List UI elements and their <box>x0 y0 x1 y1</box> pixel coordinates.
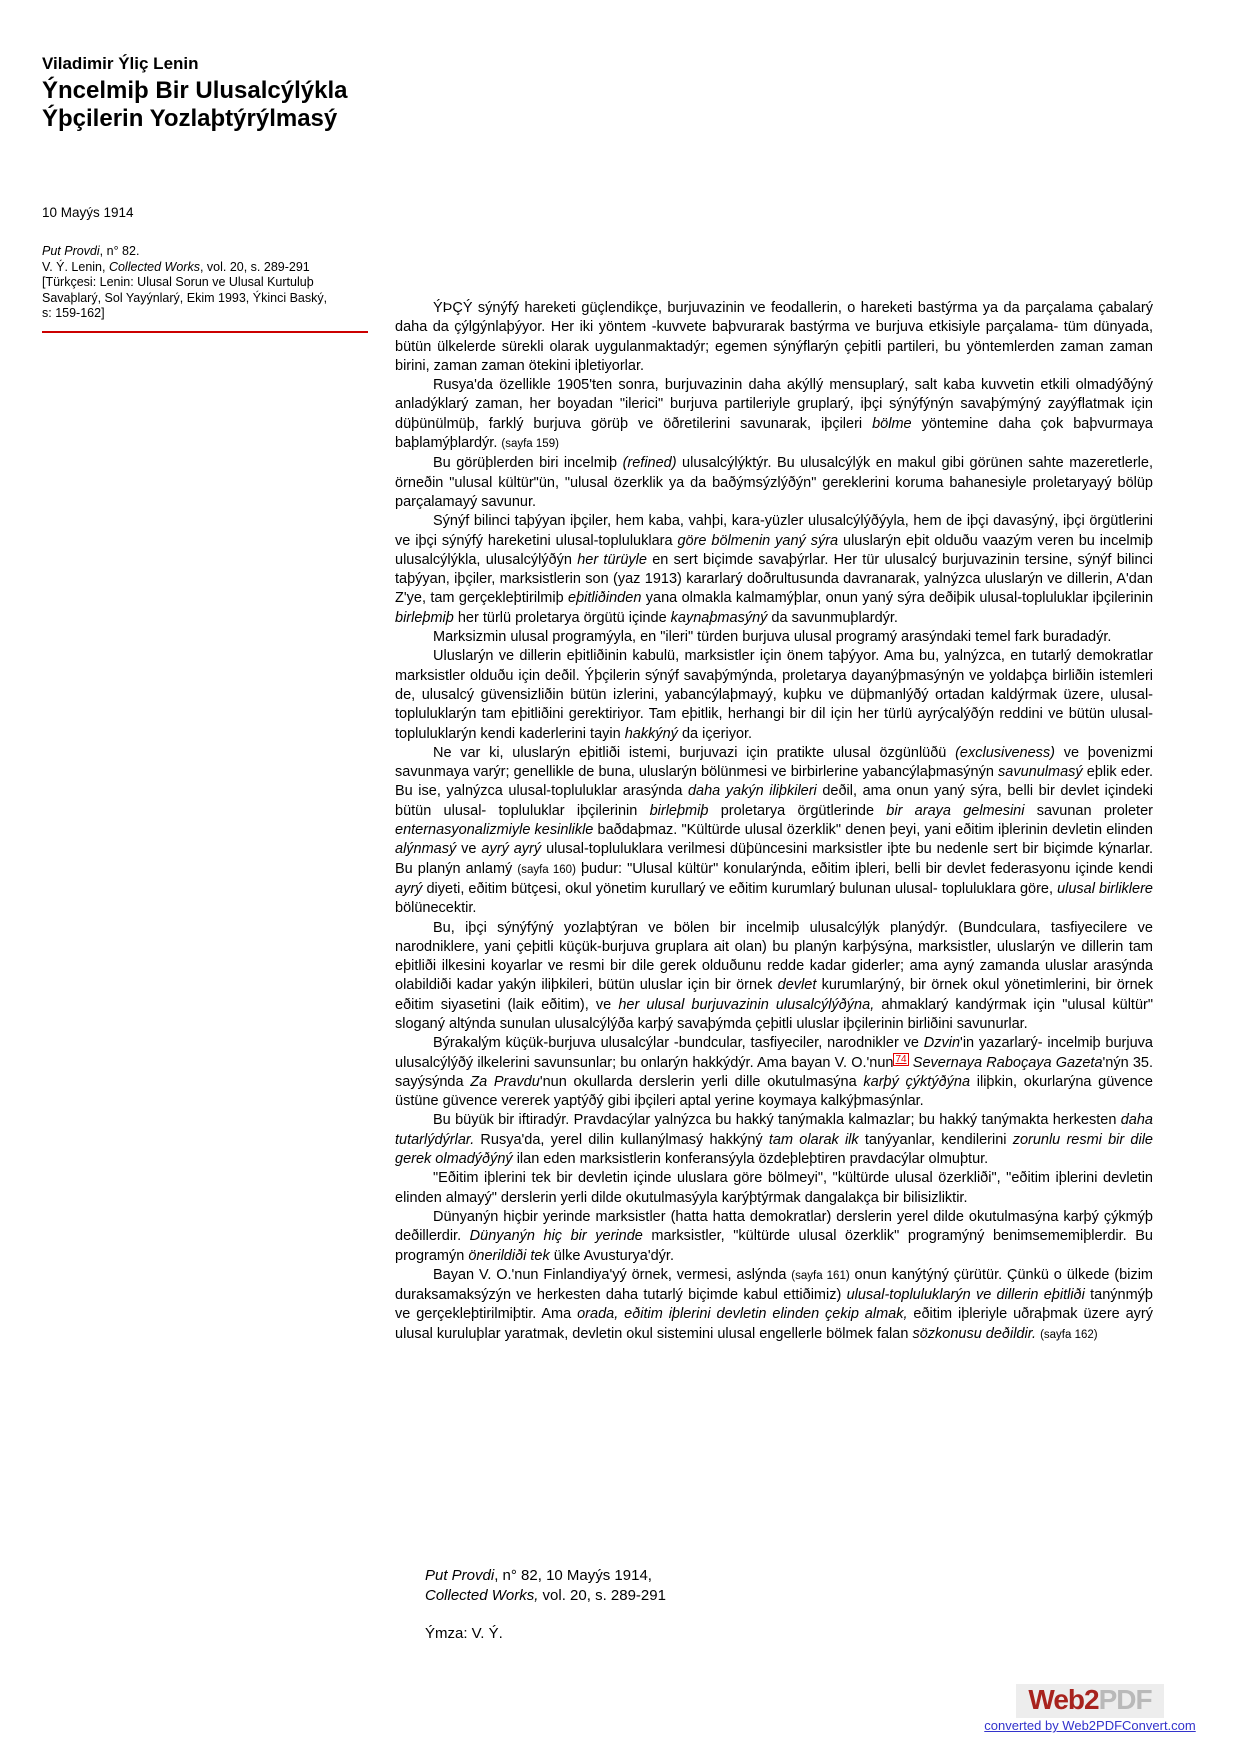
text-run: da içeriyor. <box>677 725 753 742</box>
page-ref: (sayfa 159) <box>501 438 559 451</box>
page-ref: (sayfa 162) <box>1040 1328 1098 1341</box>
signature-line: Ýmza: V. Ý. <box>425 1625 503 1642</box>
article-body <box>395 299 1153 1345</box>
text-run: Ne var ki, uluslarýn eþitliði istemi, burjuvazi için pratikte ulusal özgünlüðü <box>433 744 956 761</box>
text-run: yana olmakla kalmamýþlar, onun yaný sýra deðiþik ulusal-topluluklar iþçilerinin <box>641 590 1154 607</box>
text-run: tanýnmýþ ve gerçekleþtirilmiþtir. Ama <box>395 1287 1153 1323</box>
document-header <box>42 54 347 133</box>
text-run: yöntemine daha çok baþvurmaya baþlamýþlardýr. <box>395 415 1153 452</box>
italic-run: savunulmasý <box>998 764 1083 781</box>
italic-run: Dünyanýn hiç bir yerinde <box>469 1228 643 1245</box>
paragraph <box>395 744 1153 919</box>
text-run: da savunmuþlardýr. <box>767 609 898 626</box>
text-run: ulusal-topluluklara verilmesi düþüncesini marksistler iþte bu nedenle sert bir biçimde kýnarlar. Bu planýn anlamý <box>395 841 1154 877</box>
footer-citation-lines <box>425 1566 666 1605</box>
text-run: 'nun okullarda derslerin yerli dille okutulmasýna <box>539 1073 864 1090</box>
text-run: ahmaklarý kandýrmak için "ulusal kültür" sloganý altýnda sunulan ulusalcýlýða karþý savaþýmda çeþitli uluslar iþçilerinin birliðini savunurlar. <box>395 996 1153 1032</box>
italic-run: hakkýný <box>624 725 678 742</box>
text-run: savunan proleter <box>1024 802 1153 819</box>
italic-run: enternasyonalizmiyle kesinlikle <box>395 822 594 839</box>
text-run: Uluslarýn ve dillerin eþitliðinin kabulü, marksistler için önem taþýyor. Ama bu, yalnýzca, en tutarlý demokratlar marksistler olduðu için deðil. Ýþçilerin sýnýf savaþýmýnda, proletarya dayanýþmasýnýn ve yoldaþça birliðin istemleri de, ulusalcý güvensizliðin bütün izlerini, yabancýlaþmayý, kuþku ve düþmanlýðý ortadan kaldýrmak üzere, ulusal-topluluklarýn tam eþitliðini gerektiriyor. Tam eþitlik, herhangi bir dil için her türlü ayrýcalýðýn reddini ve bütün ulusal-topluluklarýn kendi kaderlerini tayin <box>395 648 1153 742</box>
page-ref: (sayfa 161) <box>791 1269 850 1282</box>
text-run: Bu, iþçi sýnýfýný yozlaþtýran ve bölen bir incelmiþ ulusalcýlýk planýdýr. (Bundculara, tasfiyecilere ve narodniklere, yani çeþitli küçük-burjuva gruplara ait olan) bu planýn karþýsýna, marksistler, uluslarýn ve dillerin tam eþitliði ilkesini koyarlar ve resmi bir dile gerek olduðunu redde kadar giderler; ama ayný zamanda uluslar arasýnda olabildiði kadar yakýn iliþkileri, bütün uluslar için bir örnek <box>395 919 1153 994</box>
text-run: eþlik eder. Bu ise, yalnýzca ulusal-topluluklar arasýnda <box>395 764 1153 800</box>
page-ref: (sayfa 160) <box>517 863 576 876</box>
text-run: vol. 20, s. 289-291 <box>538 1586 666 1604</box>
paragraph <box>395 628 1153 647</box>
italic-run: bölme <box>872 415 912 432</box>
italic-run: eþitliðinden <box>568 590 642 607</box>
footer-line <box>425 1586 666 1606</box>
italic-run: birleþmiþ <box>649 802 709 819</box>
italic-run: tam olarak ilk <box>768 1131 859 1148</box>
text-run: onun kanýtýný çürütür. Çünkü o ülkede (bizim duraksamaksýzýn ve herkesten daha tutarlý biçimde kabul ettiðimiz) <box>395 1266 1153 1304</box>
text-run: Dünyanýn hiçbir yerinde marksistler (hatta hatta demokratlar) derslerin yerel dilde okutulmasýna karþý çýkmýþ deðillerdir. <box>395 1208 1153 1245</box>
italic-run: Collected Works <box>108 259 200 274</box>
text-run: 'nýn 35. sayýsýnda <box>395 1054 1153 1090</box>
text-run: Rusya'da, yerel dilin kullanýlmasý hakkýný <box>474 1131 769 1148</box>
italic-run: ayrý <box>395 880 423 897</box>
footer-line <box>425 1566 666 1586</box>
text-run: eðitim iþleriyle uðraþmak üzere ayrý ulusal kuruluþlar yaratmak, devletin okul sistemini ulusal engellerle bölmek falan <box>395 1306 1154 1342</box>
paragraph <box>395 1208 1153 1266</box>
paragraph <box>395 647 1153 743</box>
text-run: proletarya örgütlerinde <box>708 802 887 819</box>
web2pdf-logo-web2: Web2 <box>1028 1684 1099 1715</box>
italic-run: bir araya gelmesini <box>886 802 1025 819</box>
text-run: þudur: "Ulusal kültür" konularýnda, eðitim iþleri, belli bir devlet federasyonu içinde kendi <box>575 860 1153 877</box>
italic-run: ulusal birliklere <box>1057 880 1153 897</box>
web2pdf-logo-pdf: PDF <box>1098 1684 1152 1715</box>
text-run: marksistler, "kültürde ulusal özerklik" programýný benimsememiþlerdir. Bu programýn <box>395 1228 1154 1264</box>
italic-run: Za Pravdu <box>470 1073 540 1090</box>
document-title-line-2: Ýþçilerin Yozlaþtýrýlmasý <box>42 105 338 132</box>
italic-run: Severnaya Raboçaya Gazeta <box>912 1054 1103 1071</box>
paragraph <box>395 454 1153 512</box>
text-run: ÝÞÇÝ sýnýfý hareketi güçlendikçe, burjuvazinin ve feodallerin, o hareketi bastýrma ya da parçalama çabalarý daha da çýlgýnlaþýyor. Her iki yöntem -kuvvete baþvurarak bastýrma ve burjuva etkisiyle parçalama- tüm dünyada, bütün ülkelerde sürekli olarak uygulanmaktadýr; egemen sýnýflarýn çeþitli partileri, bu yöntemlerden zaman zaman birini, zaman zaman ötekini iþletiyorlar. <box>395 300 1153 374</box>
source-citation-block <box>42 205 368 333</box>
text-run: Bayan V. O.'nun Finlandiya'yý örnek, vermesi, aslýnda <box>433 1266 792 1283</box>
italic-run: karþý çýktýðýna <box>863 1073 971 1090</box>
paragraph <box>395 1169 1153 1208</box>
text-run: bölünecektir. <box>395 900 477 917</box>
italic-run: her türüyle <box>577 551 647 568</box>
italic-run: daha tutarlýdýrlar. <box>395 1112 1153 1148</box>
italic-run: kaynaþmasýný <box>670 609 768 626</box>
text-run: Bu büyük bir iftiradýr. Pravdacýlar yalnýzca bu hakký tanýmakla kalmazlar; bu hakký tanýmakta herkesten <box>433 1112 1121 1129</box>
italic-run: zorunlu resmi bir dile gerek olmadýðýný <box>395 1131 1153 1168</box>
italic-run: daha yakýn iliþkileri <box>687 783 817 800</box>
italic-run: her ulusal burjuvazinin ulusalcýlýðýna, <box>618 996 875 1013</box>
italic-run: Dzvin <box>923 1035 961 1052</box>
red-divider-line <box>42 331 368 333</box>
text-run: Býrakalým küçük-burjuva ulusalcýlar -bundcular, tasfiyeciler, narodnikler ve <box>433 1035 924 1052</box>
italic-run: (exclusiveness) <box>955 744 1055 761</box>
source-line <box>42 291 368 307</box>
text-run: Bu görüþlerden biri incelmiþ <box>433 455 623 472</box>
date-line: 10 Mayýs 1914 <box>42 205 134 220</box>
italic-run: ulusal-topluluklarýn ve dillerin eþitliði <box>846 1287 1085 1304</box>
italic-run: alýnmasý <box>395 841 457 858</box>
document-title-line-1: Ýncelmiþ Bir Ulusalcýlýkla <box>42 77 348 104</box>
paragraph <box>395 1111 1153 1169</box>
italic-run: (refined) <box>622 455 677 472</box>
web2pdf-logo[interactable] <box>1016 1684 1163 1718</box>
text-run: uluslarýn eþit olduðu vaazým veren bu incelmiþ ulusalcýlýkla, ulusalcýlýðýn <box>395 532 1153 568</box>
italic-run: Collected Works, <box>425 1586 539 1604</box>
text-run: Sýnýf bilinci taþýyan iþçiler, hem kaba, vahþi, kara-yüzler ulusalcýlýðýyla, hem de iþçi davasýný, iþçi örgütlerini ve iþçi sýnýfý hareketini ulusal-topluluklara <box>395 513 1153 549</box>
text-run: [Türkçesi: Lenin: Ulusal Sorun ve Ulusal Kurtuluþ <box>42 275 314 289</box>
paragraph <box>395 1266 1153 1345</box>
text-run: ulusalcýlýktýr. Bu ulusalcýlýk en makul gibi görünen sahte mazeretlerle, örneðin "ulusal kültür"ün, "ulusal özerklik ya da baðýmsýzlýðýn" gereklerini koruma bahanesiyle proletaryayý bölüp parçalamayý savunur. <box>395 455 1153 510</box>
source-lines <box>42 244 368 322</box>
source-line <box>42 260 368 276</box>
italic-run: birleþmiþ <box>395 609 454 626</box>
author-name: Viladimir Ýliç Lenin <box>42 54 199 73</box>
text-run: ilan eden marksistlerin konferansýyla özdeþleþtiren pravdacýlar olmuþtur. <box>512 1151 989 1168</box>
text-run: ve <box>456 841 482 858</box>
text-run: Rusya'da özellikle 1905'ten sonra, burjuvazinin daha akýllý mensuplarý, salt kaba kuvvetin etkili olmadýðýný anladýklarý zaman, her boyadan "ilerici" burjuva partileriyle gruplarý, iþçi sýnýfýnýn savaþýmýný zayýflatmak için düþünülmüþ, farklý burjuva görüþ ve öðretilerini savunarak, iþçileri <box>395 377 1153 432</box>
text-run: en sert biçimde savaþýrlar. Her tür ulusalcý burjuvazinin tersine, sýnýf bilinci taþýyan, iþçiler, marksistlerin son (yaz 1913) kararlarý doðrultusunda davranarak, yalnýzca uluslarýn ve dillerin, A'dan Z'ye, tam gerçekleþtirilmiþ <box>395 551 1153 607</box>
italic-run: Put Provdi <box>42 244 100 258</box>
text-run: , vol. 20, s. 289-291 <box>199 259 310 274</box>
text-run: ülke Avusturya'dýr. <box>549 1247 674 1264</box>
paragraph <box>395 376 1153 454</box>
source-line <box>42 244 368 260</box>
text-run: diyeti, eðitim bütçesi, okul yönetim kurullarý ve eðitim kurumlarý bulunan ulusal- topluluklara göre, <box>422 880 1058 897</box>
italic-run: göre bölmenin yaný sýra <box>677 532 839 549</box>
text-run: Marksizmin ulusal programýyla, en "ileri" türden burjuva ulusal programý arasýndaki temel fark buradadýr. <box>433 629 1112 646</box>
italic-run: sözkonusu deðildir. <box>912 1325 1037 1342</box>
footer-citation <box>425 1566 666 1644</box>
italic-run: Put Provdi <box>425 1567 495 1584</box>
text-run: her türlü proletarya örgütü içinde <box>453 609 671 626</box>
text-run: "Eðitim iþlerini tek bir devletin içinde uluslara göre bölmeyi", "kültürde ulusal özerkliði", "eðitim iþlerini devletin elinden almayý" derslerin yerli dilde okutulmasýyla karýþtýrmak dangalakça bir bilisizliktir. <box>395 1170 1153 1206</box>
paragraph <box>395 919 1153 1035</box>
text-run: deðil, ama onun yaný sýra, belli bir devlet içindeki bütün ulusal- topluluklar iþçilerinin <box>395 783 1153 819</box>
italic-run: orada, eðitim iþlerini devletin elinden çekip almak, <box>577 1306 908 1323</box>
text-run: Savaþlarý, Sol Yayýnlarý, Ekim 1993, Ýkinci Baský, <box>42 290 328 305</box>
text-run: s: 159-162] <box>42 306 105 320</box>
italic-run: ayrý ayrý <box>481 841 542 858</box>
text-run: iliþkin, okurlarýna güvence üstüne güvence vererek yaptýðý gibi iþçileri aptal yerine koymaya kalkýþmasýnlar. <box>395 1073 1153 1110</box>
source-line <box>42 306 368 322</box>
text-run: ve þovenizmi savunmaya varýr; genellikle de buna, uluslarýn bölünmesi ve birbirlerine yabancýlaþmasýnýn <box>395 744 1153 781</box>
paragraph <box>395 512 1153 628</box>
text-run: 'in yazarlarý- incelmiþ burjuva ulusalcýlýðý ilkelerini savunsunlar; bu onlarýn hakkýdýr. Ama bayan V. O.'nun <box>395 1035 1153 1071</box>
text-run: , n° 82, 10 Mayýs 1914, <box>494 1567 652 1584</box>
italic-run: devlet <box>777 977 817 994</box>
footnote-link[interactable]: 74 <box>895 1053 907 1065</box>
text-run: , n° 82. <box>99 244 140 258</box>
web2pdf-badge <box>966 1684 1214 1733</box>
text-run: tanýyanlar, kendilerini <box>858 1131 1013 1148</box>
text-run: V. Ý. Lenin, <box>42 259 109 274</box>
paragraph <box>395 299 1153 376</box>
italic-run: önerildiði tek <box>468 1247 550 1264</box>
source-line <box>42 275 368 291</box>
paragraph <box>395 1034 1153 1111</box>
text-run: baðdaþmaz. "Kültürde ulusal özerklik" denen þeyi, yani eðitim iþlerinin devletin elinden <box>593 822 1153 839</box>
text-run: kurumlarýný, bir örnek okul yönetimlerini, bir örnek eðitim siyasetini (laik eðitim), ve <box>395 977 1153 1013</box>
web2pdf-converted-link[interactable]: converted by Web2PDFConvert.com <box>984 1718 1196 1733</box>
